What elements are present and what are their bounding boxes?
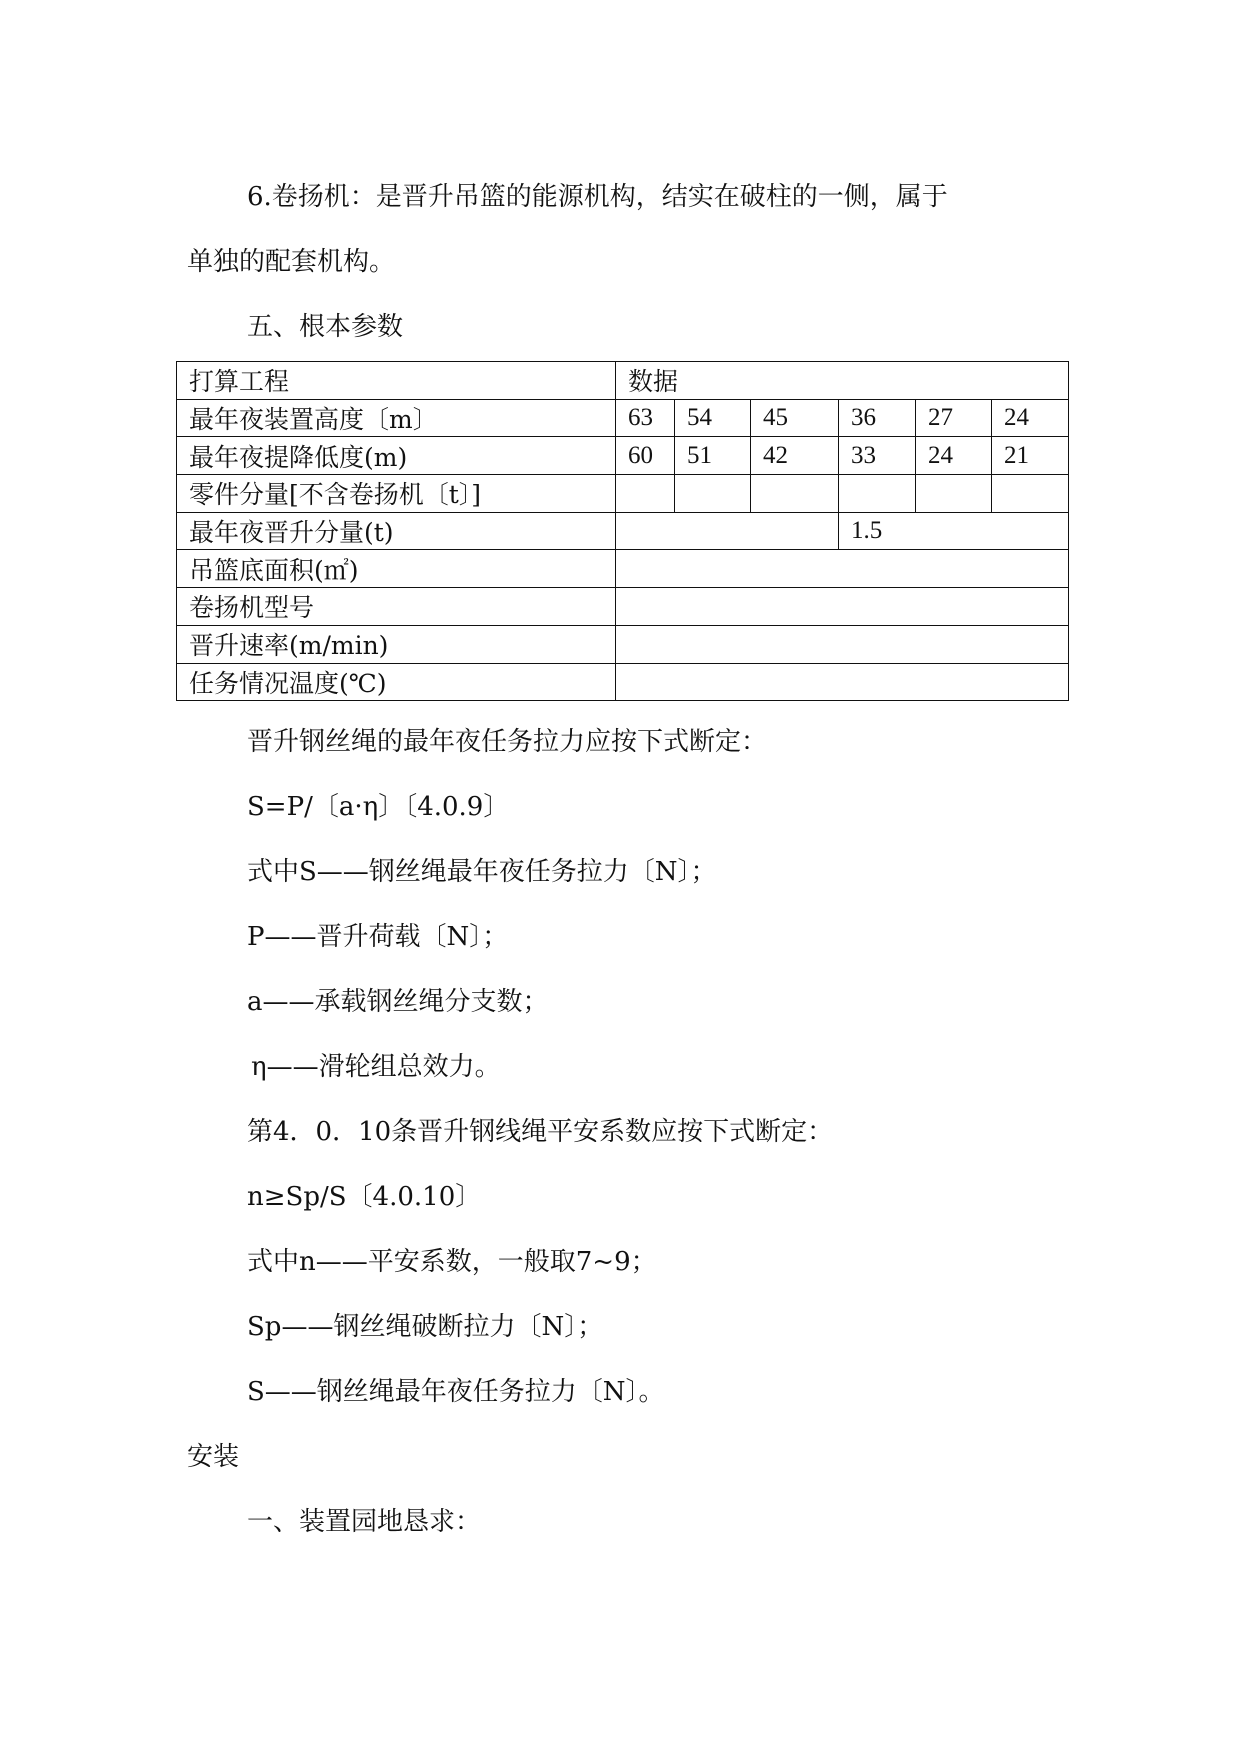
definition-eta: η——滑轮组总效力。 bbox=[251, 1052, 501, 1082]
row-label: 吊篮底面积(㎡) bbox=[177, 550, 616, 588]
definition-n: 式中n——平安系数，一般取7~9； bbox=[247, 1247, 657, 1277]
table-row bbox=[177, 512, 1069, 550]
row-label: 最年夜晋升分量(t) bbox=[177, 512, 616, 550]
article-4-0-10: 第4．0．10条晋升钢线绳平安系数应按下式断定： bbox=[247, 1117, 834, 1147]
table-cell: 45 bbox=[751, 399, 839, 437]
table-cell: 1.5 bbox=[839, 512, 1069, 550]
table-cell: 60 bbox=[616, 437, 675, 475]
table-cell: 33 bbox=[839, 437, 916, 475]
table-cell: 24 bbox=[992, 399, 1069, 437]
table-row bbox=[177, 663, 1069, 701]
parameters-table bbox=[176, 361, 1069, 701]
row-label: 晋升速率(m/min) bbox=[177, 625, 616, 663]
install-item-site-requirements: 一、装置园地恳求： bbox=[247, 1507, 482, 1537]
formula-intro: 晋升钢丝绳的最年夜任务拉力应按下式断定： bbox=[247, 727, 768, 757]
table-row bbox=[177, 625, 1069, 663]
table-cell: 51 bbox=[675, 437, 751, 475]
table-cell: 54 bbox=[675, 399, 751, 437]
section-heading-install: 安装 bbox=[187, 1442, 240, 1472]
table-cell bbox=[992, 475, 1069, 513]
row-label: 最年夜装置高度〔m〕 bbox=[177, 399, 616, 437]
table-cell bbox=[616, 663, 1069, 701]
table-row bbox=[177, 550, 1069, 588]
definition-sp: Sp——钢丝绳破断拉力〔N〕； bbox=[247, 1312, 604, 1342]
table-row bbox=[177, 437, 1069, 475]
table-cell: 36 bbox=[839, 399, 916, 437]
definition-a: a——承载钢丝绳分支数； bbox=[247, 987, 549, 1017]
formula-tension: S=P/〔a·η〕〔4.0.9〕 bbox=[247, 792, 510, 822]
table-row bbox=[177, 588, 1069, 626]
table-cell bbox=[751, 475, 839, 513]
table-cell: 27 bbox=[916, 399, 992, 437]
table-row bbox=[177, 399, 1069, 437]
table-cell bbox=[616, 588, 1069, 626]
definition-s: 式中S——钢丝绳最年夜任务拉力〔N〕； bbox=[247, 857, 717, 887]
formula-safety-factor: n≥Sp/S〔4.0.10〕 bbox=[247, 1182, 482, 1212]
table-cell bbox=[675, 475, 751, 513]
paragraph-winch-cont: 单独的配套机构。 bbox=[187, 247, 396, 277]
table-cell: 24 bbox=[916, 437, 992, 475]
section-heading-parameters: 五、根本参数 bbox=[247, 312, 404, 342]
table-row bbox=[177, 475, 1069, 513]
definition-s-repeat: S——钢丝绳最年夜任务拉力〔N〕。 bbox=[247, 1377, 665, 1407]
table-cell: 63 bbox=[616, 399, 675, 437]
definition-p: P——晋升荷载〔N〕； bbox=[247, 922, 509, 952]
table-header-row bbox=[177, 362, 1069, 400]
table-cell bbox=[839, 475, 916, 513]
row-label: 最年夜提降低度(m) bbox=[177, 437, 616, 475]
table-cell bbox=[616, 475, 675, 513]
table-cell: 21 bbox=[992, 437, 1069, 475]
table-cell bbox=[616, 550, 1069, 588]
table-cell bbox=[916, 475, 992, 513]
table-cell: 42 bbox=[751, 437, 839, 475]
header-cell-data: 数据 bbox=[616, 362, 1069, 400]
table-cell-empty bbox=[616, 512, 839, 550]
row-label: 卷扬机型号 bbox=[177, 588, 616, 626]
row-label: 零件分量[不含卷扬机〔t〕] bbox=[177, 475, 616, 513]
row-label: 任务情况温度(℃) bbox=[177, 663, 616, 701]
header-cell-item: 打算工程 bbox=[177, 362, 616, 400]
table-cell bbox=[616, 625, 1069, 663]
paragraph-winch: 6.卷扬机：是晋升吊篮的能源机构，结实在破柱的一侧，属于 bbox=[247, 182, 948, 212]
